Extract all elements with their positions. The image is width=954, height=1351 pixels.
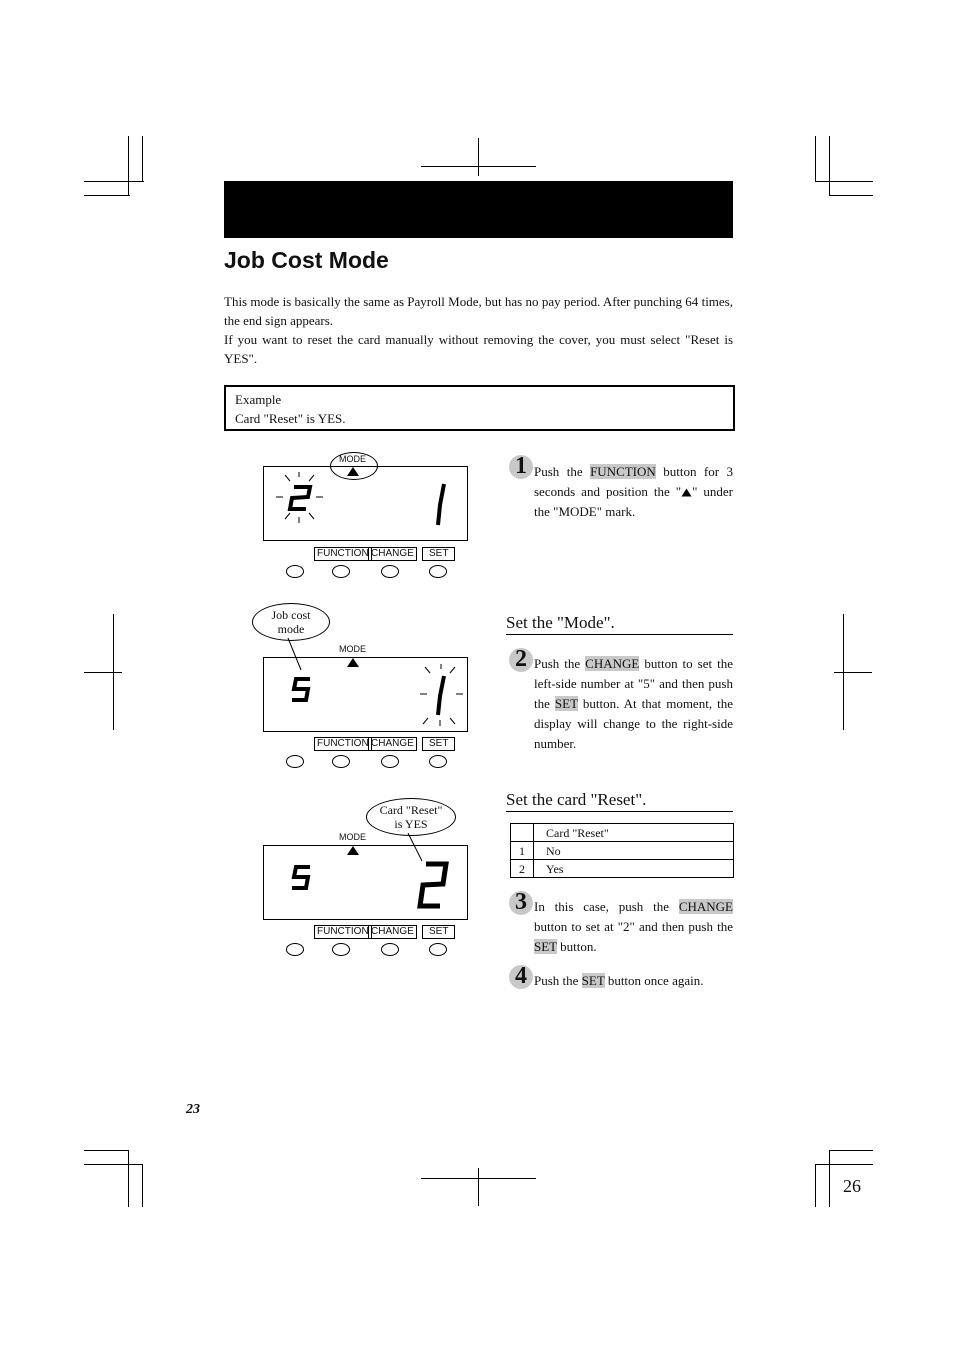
table-row: 1 No <box>511 842 734 860</box>
set-button[interactable] <box>429 943 447 956</box>
header-bar <box>224 181 733 238</box>
step-1-number: 1 <box>509 452 533 480</box>
blank-button[interactable] <box>286 943 304 956</box>
change-button[interactable] <box>381 755 399 768</box>
lcd-digit-5 <box>292 867 310 888</box>
callout-line-2: mode <box>277 622 305 636</box>
button-labels <box>314 925 474 939</box>
lcd-digit-1 <box>438 676 444 715</box>
corner-page-number: 26 <box>843 1176 861 1196</box>
step-2-text: Push the CHANGE button to set the left-side number at "5" and then push the SET button. At that moment, the display will change to the right-side number. <box>534 656 733 751</box>
function-button[interactable] <box>332 755 350 768</box>
callout-line-1: Job cost <box>271 608 311 622</box>
example-label: Example <box>235 392 282 407</box>
reset-table <box>510 823 734 878</box>
lcd-display <box>263 466 468 541</box>
change-button[interactable] <box>381 943 399 956</box>
function-label: FUNCTION <box>314 737 372 751</box>
button-labels <box>314 737 474 751</box>
intro-paragraph-1: This mode is basically the same as Payroll Mode, but has no pay period. After punching 64 times, the end sign appears. <box>224 294 733 328</box>
mode-label: MODE <box>339 832 366 842</box>
step-3-number: 3 <box>509 888 533 916</box>
change-button-ref: CHANGE <box>678 899 733 914</box>
step-2-number: 2 <box>509 645 533 673</box>
table-header: Card "Reset" <box>534 824 734 842</box>
lcd-digit-2 <box>420 864 446 906</box>
lcd-digit-2 <box>290 487 310 509</box>
table-row <box>511 824 734 842</box>
lcd-digits <box>264 467 467 540</box>
function-label: FUNCTION <box>314 925 372 939</box>
step-4-text: Push the SET button once again. <box>534 973 704 988</box>
table-row: 2 Yes <box>511 860 734 878</box>
lcd-digits <box>264 846 467 921</box>
example-box <box>224 385 735 431</box>
lcd-display <box>263 845 468 920</box>
footer-page-number: 23 <box>186 1102 200 1117</box>
step-1-text: Push the FUNCTION button for 3 seconds and position the " " under the "MODE" mark. <box>534 464 734 519</box>
intro-text <box>224 292 733 368</box>
change-label: CHANGE <box>368 547 417 561</box>
set-label: SET <box>422 547 455 561</box>
change-label: CHANGE <box>368 737 417 751</box>
lcd-digit-5 <box>292 679 310 700</box>
set-button[interactable] <box>429 755 447 768</box>
mode-arrow-icon <box>681 488 692 497</box>
example-text: Card "Reset" is YES. <box>235 411 346 426</box>
function-button[interactable] <box>332 943 350 956</box>
set-button[interactable] <box>429 565 447 578</box>
blank-button[interactable] <box>286 565 304 578</box>
reset-callout <box>366 798 456 836</box>
set-button-ref: SET <box>534 939 557 954</box>
change-button[interactable] <box>381 565 399 578</box>
page-title: Job Cost Mode <box>224 247 389 273</box>
intro-paragraph-2: If you want to reset the card manually without removing the cover, you must select "Reset is YES". <box>224 332 733 366</box>
callout-line-2: is YES <box>394 817 428 831</box>
mode-label: MODE <box>339 644 366 654</box>
lcd-digits <box>264 658 467 731</box>
change-button-ref: CHANGE <box>585 656 640 671</box>
set-mode-heading: Set the "Mode". <box>506 613 733 635</box>
set-reset-heading: Set the card "Reset". <box>506 790 733 812</box>
step-4-number: 4 <box>509 962 533 990</box>
function-button[interactable] <box>332 565 350 578</box>
set-label: SET <box>422 737 455 751</box>
function-button-ref: FUNCTION <box>590 464 656 479</box>
change-label: CHANGE <box>368 925 417 939</box>
set-label: SET <box>422 925 455 939</box>
job-cost-callout <box>252 603 330 641</box>
lcd-display <box>263 657 468 732</box>
mode-label: MODE <box>339 454 366 464</box>
lcd-digit-1 <box>438 484 444 525</box>
blank-button[interactable] <box>286 755 304 768</box>
set-button-ref: SET <box>581 973 605 988</box>
set-button-ref: SET <box>554 696 578 711</box>
step-3-text: In this case, push the CHANGE button to set at "2" and then push the SET button. <box>534 899 733 954</box>
function-label: FUNCTION <box>314 547 372 561</box>
button-labels <box>314 547 474 561</box>
callout-line-1: Card "Reset" <box>379 803 443 817</box>
